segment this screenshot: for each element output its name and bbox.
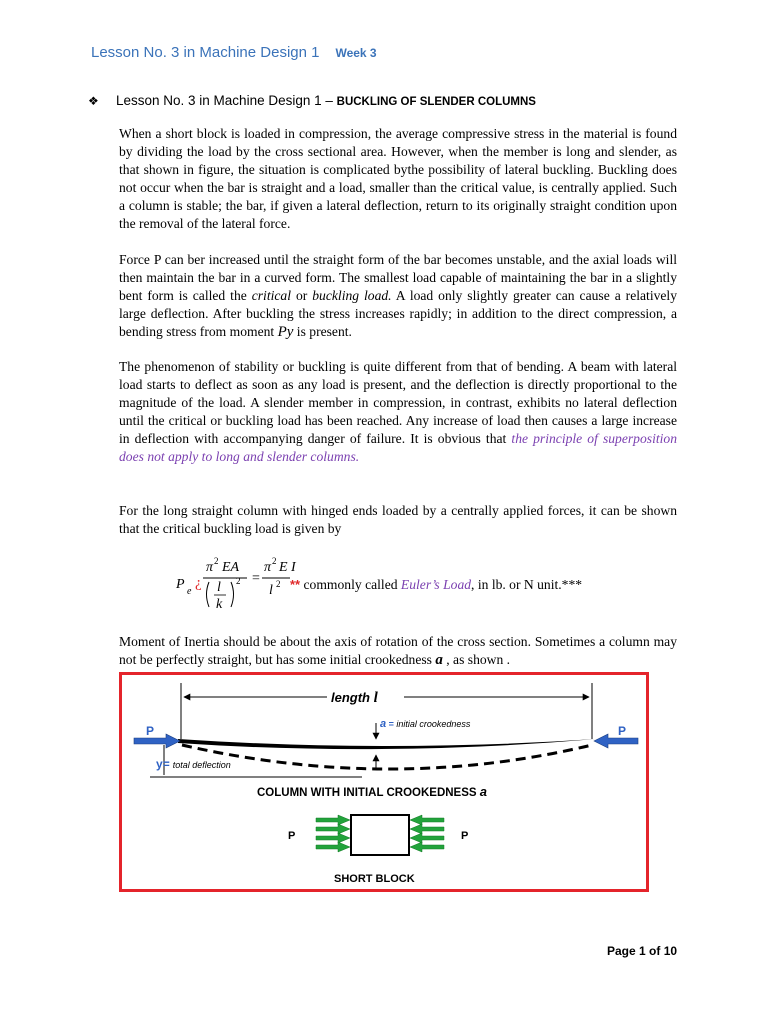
formula-l-1: l	[217, 580, 221, 595]
length-label: length l	[331, 690, 378, 706]
formula-stars: **	[290, 577, 301, 592]
page-header	[91, 44, 377, 62]
formula-paren-right	[231, 582, 234, 607]
compression-arrows-left	[316, 815, 350, 852]
column-figure	[119, 672, 649, 892]
header-week: Week 3	[335, 46, 377, 60]
column-diagram	[122, 675, 646, 889]
p2-critical: critical	[251, 288, 291, 303]
formula-sq-4: 2	[276, 579, 281, 589]
formula-pi-1: π	[206, 560, 214, 575]
formula-text-2: , in lb. or N unit.***	[471, 577, 583, 592]
current-page: 1	[639, 944, 646, 958]
formula-equals: =	[252, 571, 260, 586]
formula-P: P	[176, 577, 185, 592]
p5-text-a: Moment of Inertia should be about the axis of rotation of the cross section. Sometimes a column may not be perfectly straight, but has some initial crookedness	[119, 634, 677, 667]
figure-caption: COLUMN WITH INITIAL CROOKEDNESS a	[257, 784, 487, 799]
p2-or: or	[291, 288, 313, 303]
formula-paren-left	[207, 582, 210, 607]
formula-e: e	[187, 586, 192, 597]
formula-description	[290, 577, 582, 593]
formula-text-1: commonly called	[300, 577, 401, 592]
formula-k: k	[216, 597, 223, 612]
p2-text-c: is present.	[293, 324, 352, 339]
lesson-prefix: Lesson No. 3 in Machine Design 1 –	[116, 93, 337, 108]
lesson-topic: BUCKLING OF SLENDER COLUMNS	[336, 96, 536, 108]
paragraph-1: When a short block is loaded in compression, the average compressive stress in the material is found by dividing the load by the cross sectional area. However, when the member is long and slender, as that shown in figure, the situation is complicated bythe possibility of lateral buckling. Buckling does not occur when the bar is straight and a load, smaller than the critical value, is centrally applied. Such a column is stable; the bar, if given a lateral deflection, return to its originally straight condition upon the removal of the lateral force.	[119, 126, 677, 231]
short-block-label: SHORT BLOCK	[334, 873, 415, 885]
formula-eq-symbol: ¿	[195, 575, 202, 591]
paragraph-3	[119, 358, 677, 466]
paragraph-5	[119, 633, 677, 669]
paragraph-4: For the long straight column with hinged ends loaded by a centrally applied forces, it can be shown that the critical buckling load is given by	[119, 503, 677, 536]
formula-sq-3: 2	[272, 556, 277, 566]
p5-text-b: , as shown .	[442, 652, 511, 667]
block-force-P-right: P	[461, 830, 469, 842]
p3-highlight: the principle of superposition does not apply to long and slender columns.	[119, 431, 677, 464]
formula-EA: EA	[222, 560, 240, 575]
p3-text-a: The phenomenon of stability or buckling is quite different from that of bending. A beam with lateral load starts to deflect as soon as any load is present, and the deflection is directly proportional to the magnitude of the load. A slender member in compression, in contrast, exhibits no lateral deflection until the critical or buckling load has been reached. Any increase of load then causes a large increase in deflection with accompanying danger of failure. It is obvious that	[119, 359, 677, 446]
block-force-P-left: P	[288, 830, 296, 842]
force-P-left: P	[146, 724, 155, 738]
p5-a-symbol: a	[435, 652, 443, 668]
diamond-bullet-icon: ❖	[88, 94, 99, 108]
crookedness-label: a = initial crookedness	[380, 718, 471, 730]
header-title: Lesson No. 3 in Machine Design 1	[91, 44, 320, 61]
euler-load-term: Euler’s Load	[400, 577, 472, 592]
total-pages: 10	[663, 944, 678, 958]
force-arrow-right-icon	[594, 734, 638, 748]
formula-l-2: l	[269, 583, 273, 598]
paragraph-2	[119, 251, 677, 341]
p2-text-b: A load only slightly greater can cause a relatively large deflection. After buckling the stress increases rapidly; in addition to the direct compression, a bending stress from moment	[119, 288, 678, 339]
force-P-right: P	[618, 724, 627, 738]
page-number: Page 1 of 10	[607, 944, 678, 958]
lesson-title	[88, 93, 536, 108]
force-arrow-left-icon	[134, 734, 180, 748]
formula-sq-2: 2	[236, 576, 241, 586]
formula-EI: E I	[279, 560, 296, 575]
formula-pi-2: π	[264, 560, 272, 575]
bent-column	[178, 739, 596, 749]
p2-text-a: Force P can ber increased until the straight form of the bar becomes unstable, and the axial loads will then maintain the bar in a curved form. The smallest load capable of maintaining the bar in a slightly bent form is called the	[119, 252, 677, 303]
compression-arrows-right	[410, 815, 444, 852]
p2-py: Py	[277, 324, 294, 340]
deflection-label: y= total deflection	[156, 757, 231, 771]
formula-sq-1: 2	[214, 556, 219, 566]
p2-buckling-load: buckling load.	[312, 288, 392, 303]
short-block-rect	[351, 815, 409, 855]
